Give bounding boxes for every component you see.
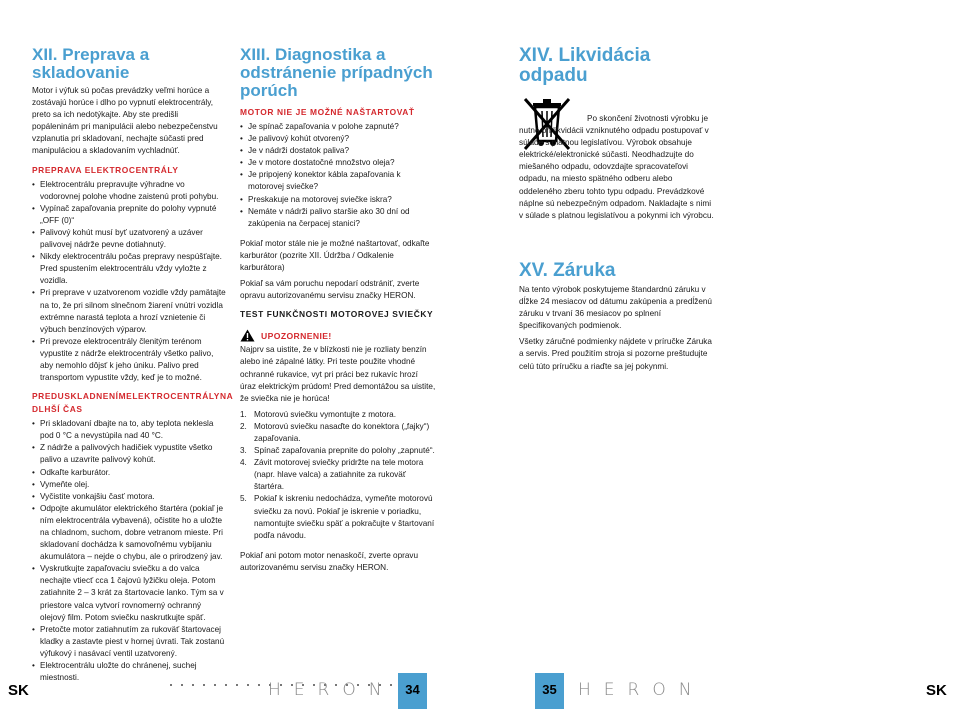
list-item: [240, 457, 436, 493]
list-item: • Vymeňte olej.: [32, 479, 227, 491]
language-code: SK: [8, 682, 29, 699]
list-item: • Odkaľte karburátor.: [32, 467, 227, 479]
section-title: XIV. Likvidácia odpadu: [519, 45, 651, 86]
list-item: • Vyčistite vonkajšiu časť motora.: [32, 491, 227, 503]
warning-header: [240, 329, 436, 342]
brand-logo: HERON: [578, 680, 705, 700]
list-item: [240, 493, 436, 541]
step-text: Spínač zapaľovania prepnite do polohy „zapnuté“.: [254, 446, 435, 456]
section-transport-storage: [32, 45, 233, 684]
paragraph: Pokiaľ sa vám poruchu nepodarí odstrániť, zverte opravu autorizovanému servisu značky HERON.: [240, 279, 420, 301]
step-number: 5.: [240, 494, 247, 504]
disposal-text: Po skončení životnosti výrobku je nutné pri likvidácii vzniknutého odpadu postupovať v súlade s platnou legislatívou. Výrobok obsahuje elektrické/elektronické súčasti. Neodhadzujte do miešaného odpadu, odovzdajte spracovateľovi odpadu, na miesto spätného odberu alebo oddeleného zberu tohto typu odpadu. Prevádzkové náplne sú nebezpečným odpadom. Nakladajte s nimi v súlade s platnou legislatívou a pokynmi ich výrobcu.: [519, 114, 714, 220]
step-number: 4.: [240, 458, 247, 468]
section-title: XV. Záruka: [519, 260, 616, 281]
section-title: XII. Preprava a skladovanie: [32, 45, 150, 82]
list-item: • Je spínač zapaľovania v polohe zapnuté?: [240, 121, 436, 133]
list-item: • Je v nádrži dostatok paliva?: [240, 145, 436, 157]
step-text: Pokiaľ k iskreniu nedochádza, vymeňte motorovú sviečku za novú. Pokiaľ je iskrenie v poriadku, namontujte sviečku späť a pokračujte v štartovaní podľa návodu.: [254, 494, 435, 540]
list-item: • Pri prevoze elektrocentrály členitým terénom vypustite z nádrže elektrocentrály všetko palivo, aby nemohlo dôjsť k jeho úniku. Palivo pred transportom vypustite vždy, keď je to možné.: [32, 336, 227, 384]
intro-paragraph: Motor i výfuk sú počas prevádzky veľmi horúce a zostávajú horúce i dlho po vypnutí elektrocentrály, preto sa ich nedotýkajte. Aby ste predišli popáleninám pri manipulácii alebo nebezpečenstvu vzplanutia pri skladovaní, nechajte súčasti pred manipuláciou a skladovaním vychladnúť.: [32, 86, 218, 156]
warning-label: UPOZORNENIE!: [261, 330, 332, 341]
list-item: [240, 409, 436, 421]
subheading-transport: PREPRAVA ELEKTROCENTRÁLY: [32, 164, 179, 175]
list-item: • Palivový kohút musí byť uzatvorený a uzáver palivovej nádrže pevne dotiahnutý.: [32, 227, 227, 251]
subheading-spark-test: TEST FUNKČNOSTI MOTOROVEJ SVIEČKY: [240, 309, 434, 320]
step-text: Motorovú sviečku vymontujte z motora.: [254, 409, 396, 419]
page-number: 34: [398, 673, 427, 709]
section-diagnostics: [240, 46, 436, 578]
transport-list: [32, 179, 227, 385]
list-item: • Z nádrže a palivových hadičiek vypustite všetko palivo a uzavrite palivový kohút.: [32, 442, 227, 466]
language-code: SK: [926, 682, 947, 699]
step-text: Závit motorovej sviečky pridržte na tele motora (napr. hlave valca) a zatiahnite za rukoväť štartéra.: [254, 458, 424, 492]
list-item: • Odpojte akumulátor elektrického štartéra (pokiaľ je ním elektrocentrála vybavená), očistite ho a uložte na chladnom, suchom, dobre vetranom mieste. Pri skladovaní dochádza k samovoľnému vybíjaniu akumulátora – nejde o chybu, ale o prirodzený jav.: [32, 503, 227, 563]
section-disposal-warranty: [519, 46, 715, 377]
list-item: • Vyskrutkujte zapaľovaciu sviečku a do valca nechajte vtiecť cca 1 čajovú lyžičku oleja. Potom zatiahnite 2 – 3 krát za štartovacie lanko. Tým sa v priestore valca vytvorí rovnomerný ochranný olejový film. Potom sviečku naskrutkujte späť.: [32, 563, 227, 623]
list-item: • Je pripojený konektor kábla zapaľovania k motorovej sviečke?: [240, 169, 436, 193]
step-number: 3.: [240, 446, 247, 456]
warning-text: Najprv sa uistite, že v blízkosti nie je rozliaty benzín alebo iné zápalné látky. Pri teste použite vhodné ochranné rukavice, vyt pri práci bez rukavíc hrozí úraz elektrickým prúdom! Pred demontážou sa uistite, že sviečka nie je horúca!: [240, 345, 436, 403]
list-item: • Nemáte v nádrži palivo staršie ako 30 dní od zakúpenia na čerpacej stanici?: [240, 206, 436, 230]
list-item: • Elektrocentrálu uložte do chránenej, suchej miestnosti.: [32, 660, 227, 684]
disposal-block: [519, 89, 715, 220]
subheading-storage: PREDUSKLADNENÍMELEKTROCENTRÁLYNA DLHŠÍ ČAS: [32, 391, 233, 415]
steps-list: [240, 409, 436, 542]
list-item: • Pri skladovaní dbajte na to, aby teplota neklesla pod 0 °C a nevystúpila nad 40 °C.: [32, 418, 227, 442]
list-item: [240, 421, 436, 445]
page-number: 35: [535, 673, 564, 709]
paragraph: Pokiaľ motor stále nie je možné naštartovať, odkaľte karburátor (pozrite XII. Údržba / Odkalenie karburátora): [240, 238, 430, 273]
list-item: • Elektrocentrálu prepravujte výhradne vo vodorovnej polohe vhodne zaistenú proti pohybu.: [32, 179, 227, 203]
section-title: XIII. Diagnostika a odstránenie prípadných porúch: [240, 45, 433, 100]
list-item: • Je palivový kohút otvorený?: [240, 133, 436, 145]
brand-logo: HERON: [268, 680, 395, 700]
checklist: [240, 121, 436, 230]
list-item: • Vypínač zapaľovania prepnite do polohy vypnuté „OFF (0)“: [32, 203, 227, 227]
warranty-paragraph: Na tento výrobok poskytujeme štandardnú záruku v dĺžke 24 mesiacov od dátumu zakúpenia a predĺženú záruku v trvaní 36 mesiacov po splnení špecifikovaných podmienok.: [519, 285, 712, 331]
subheading-no-start: MOTOR NIE JE MOŽNÉ NAŠTARTOVAŤ: [240, 107, 415, 117]
step-number: 1.: [240, 409, 247, 419]
step-number: 2.: [240, 421, 247, 431]
list-item: • Preskakuje na motorovej sviečke iskra?: [240, 194, 436, 206]
storage-list: [32, 418, 227, 684]
step-text: Motorovú sviečku nasaďte do konektora („fajky“) zapaľovania.: [254, 421, 430, 443]
list-item: • Pri preprave v uzatvorenom vozidle vždy pamätajte na to, že pri silnom slnečnom žiarení vnútri vozidla extrémne narastá teplota a hrozí vznietenie či výbuch benzínových výparov.: [32, 287, 227, 335]
list-item: • Je v motore dostatočné množstvo oleja?: [240, 157, 436, 169]
warning-triangle-icon: [240, 329, 255, 342]
warranty-paragraph: Všetky záručné podmienky nájdete v príručke Záruka a servis. Pred použitím stroja si pozorne preštudujte celú túto príručku a riaďte sa jej pokynmi.: [519, 337, 712, 371]
list-item: • Nikdy elektrocentrálu počas prepravy nespúšťajte. Pred spustením elektrocentrálu vždy vyložte z vozidla.: [32, 251, 227, 287]
paragraph: Pokiaľ ani potom motor nenaskočí, zverte opravu autorizovanému servisu značky HERON.: [240, 550, 419, 572]
list-item: [240, 445, 436, 457]
list-item: • Pretočte motor zatiahnutím za rukoväť štartovacej kladky a zastavte piest v hornej úvrati. Tak zostanú výfukový i nasávací ventil uzatvorený.: [32, 624, 227, 660]
